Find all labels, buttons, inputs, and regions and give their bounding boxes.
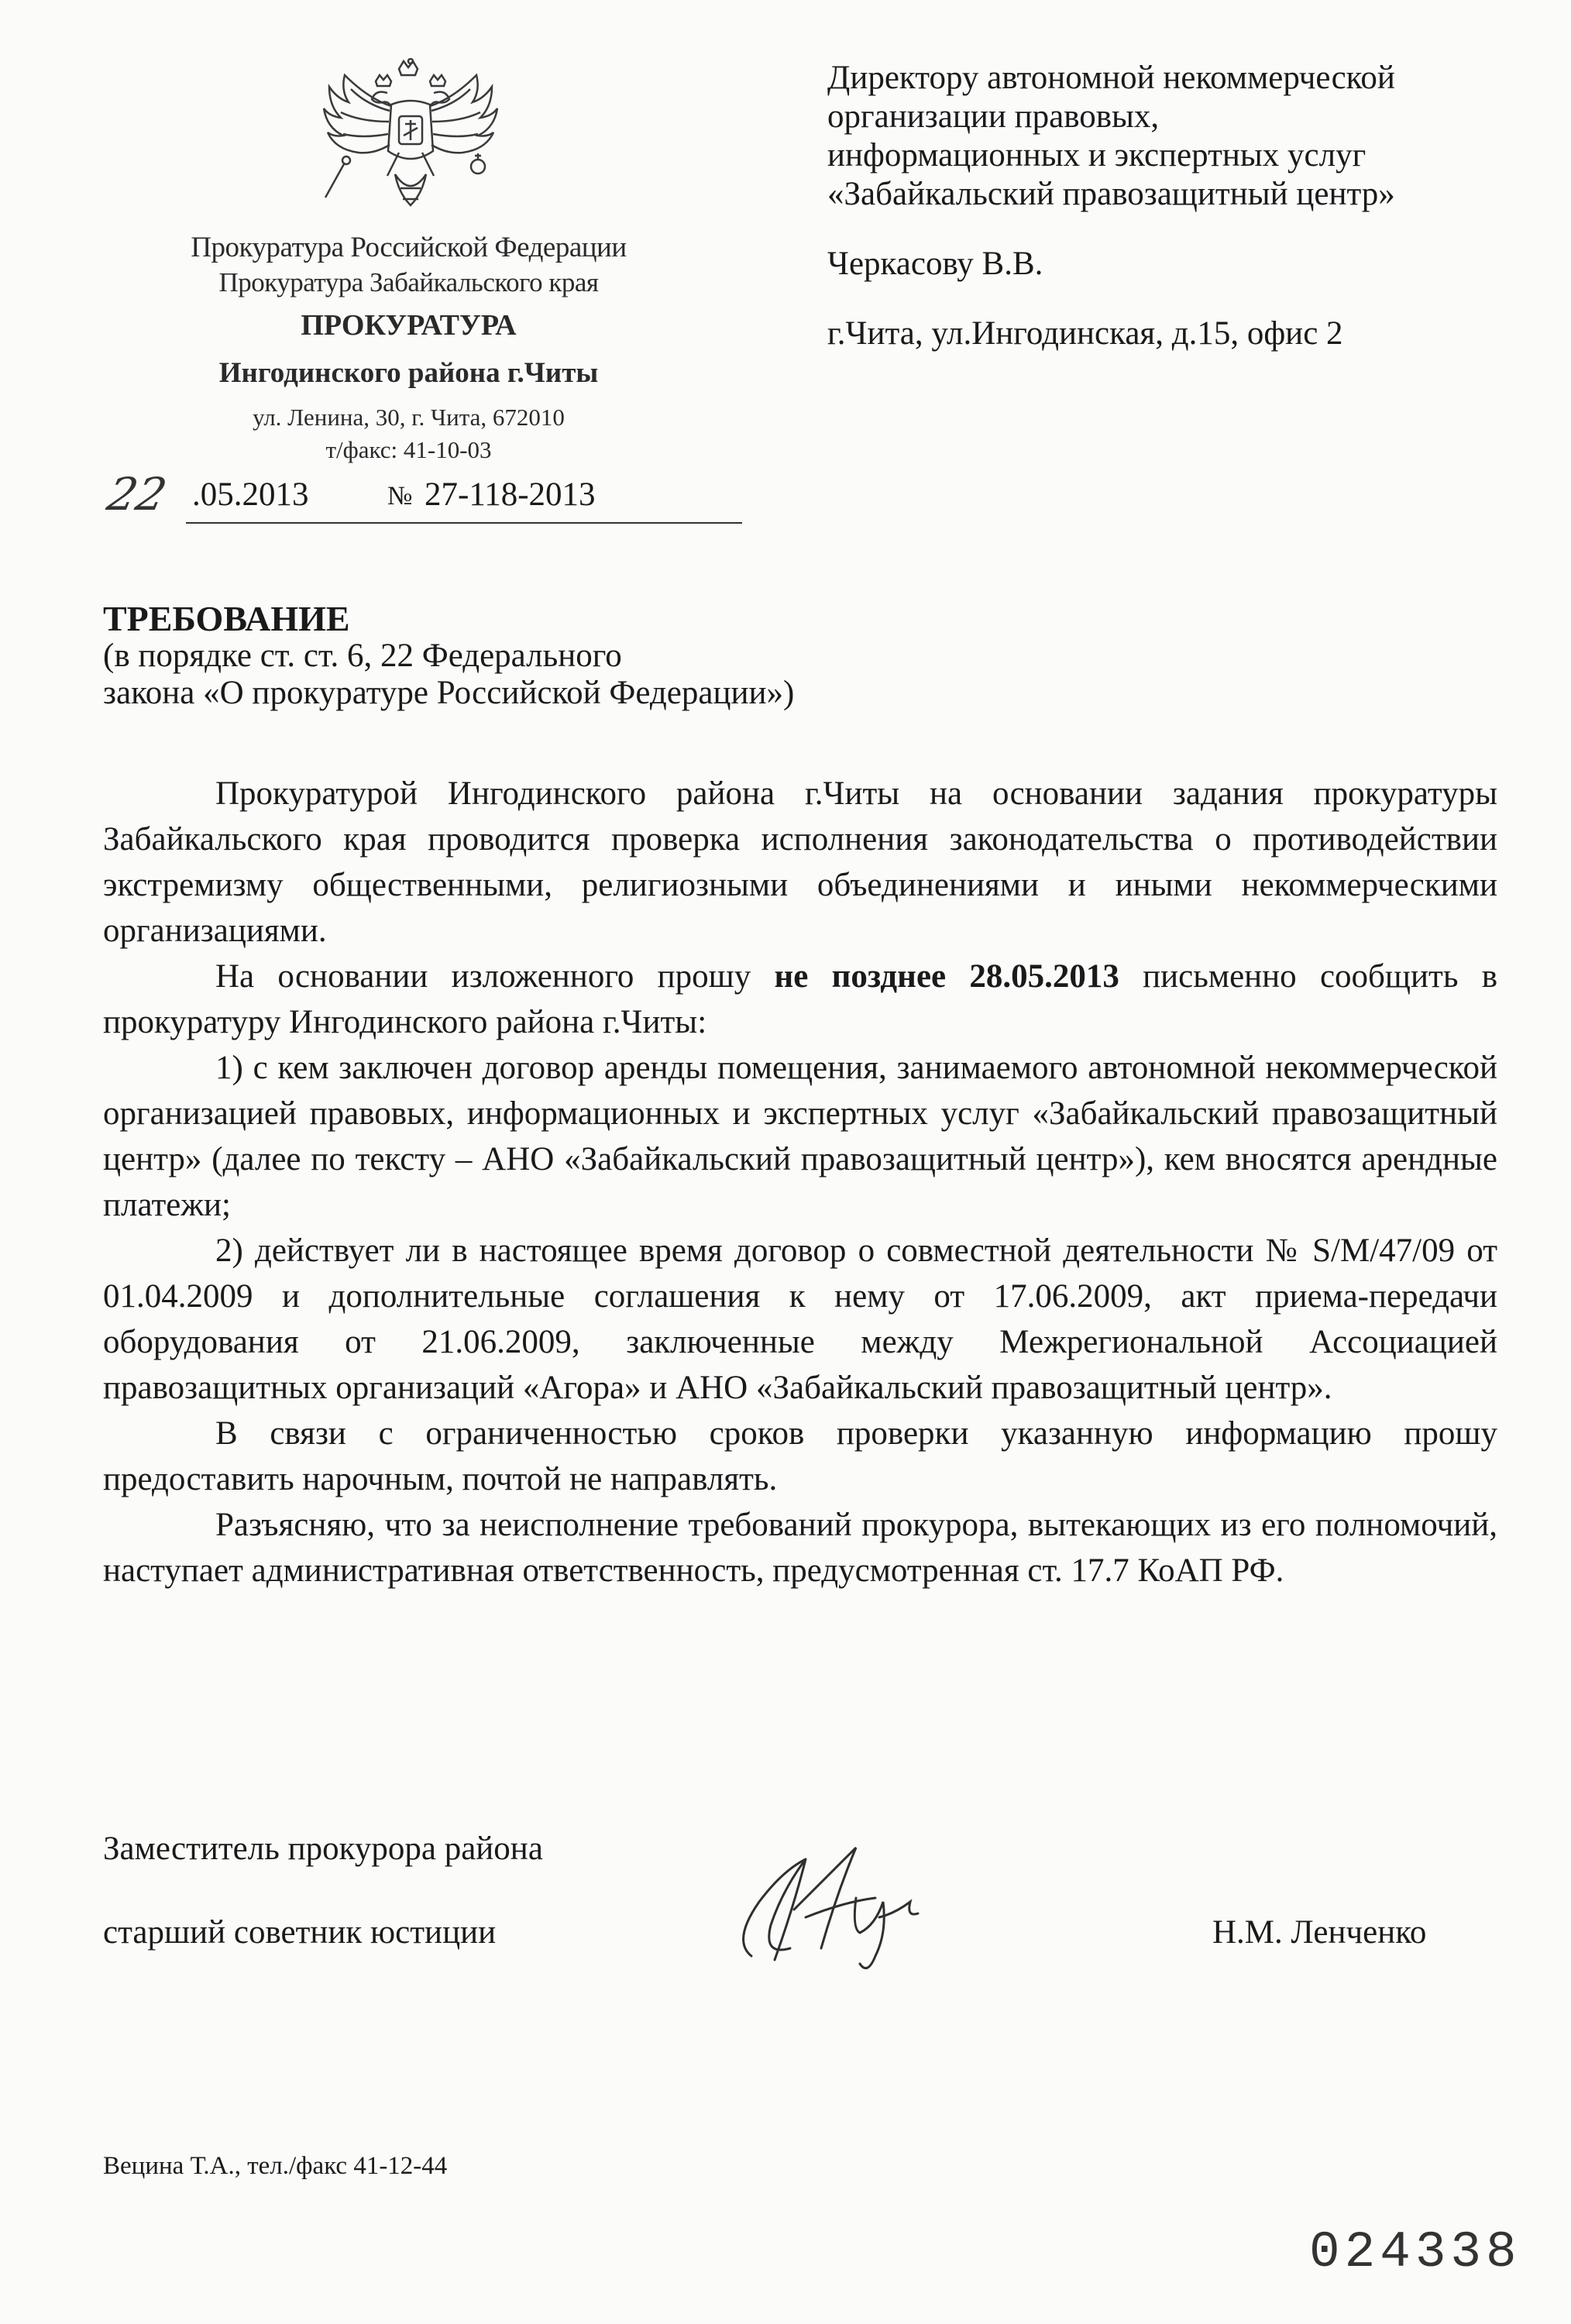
addressee-line: Директору автономной некоммерческой (827, 60, 1395, 96)
document-title-basis: закона «О прокуратуре Российской Федерации») (103, 675, 795, 711)
number-underline (418, 522, 742, 524)
body-paragraph: Разъясняю, что за неисполнение требований прокурора, вытекающих из его полномочий, наступает административная ответственность, предусмотренная ст. 17.7 КоАП РФ. (103, 1507, 1497, 1589)
body-paragraph: 1) с кем заключен договор аренды помещения, занимаемого автономной некоммерческой организацией правовых, информационных и экспертных услуг «Забайкальский правозащитный центр» (далее по тексту – АНО «Забайкальский правозащитный центр»), кем вносятся арендные платежи; (103, 1050, 1497, 1223)
addressee-block (827, 59, 1548, 353)
registration-row (101, 468, 643, 527)
letterhead-address: ул. Ленина, 30, г. Чита, 672010 (253, 404, 565, 431)
document-body (103, 771, 1497, 1593)
addressee-line: организации правовых, (827, 98, 1160, 135)
signer-name: Н.М. Ленченко (1212, 1914, 1427, 1951)
registration-day-handwritten: 22 (102, 468, 172, 521)
letterhead-org-title: ПРОКУРАТУРА (301, 309, 517, 342)
letterhead-org-federal: Прокуратура Российской Федерации (191, 232, 627, 263)
addressee-line: информационных и экспертных услуг (827, 137, 1366, 174)
letterhead-fax: т/факс: 41-10-03 (325, 436, 492, 463)
executor-contact: Вецина Т.А., тел./факс 41-12-44 (103, 2152, 448, 2180)
body-paragraph (103, 954, 1497, 1045)
document-serial-number: 024338 (1309, 2223, 1521, 2281)
coat-of-arms-emblem (314, 58, 507, 232)
letterhead-org-regional: Прокуратура Забайкальского края (218, 267, 599, 297)
addressee-name: Черкасову В.В. (827, 246, 1043, 282)
deadline-date: не позднее 28.05.2013 (774, 958, 1119, 995)
body-paragraph: 2) действует ли в настоящее время договор о совместной деятельности № S/M/47/09 от 01.04.2009 и дополнительные соглашения к нему от 17.06.2009, акт приема-передачи оборудования от 21.06.2009, заключенные между Межрегиональной Ассоциацией правозащитных организаций «Агора» и АНО «Забайкальский правозащитный центр». (103, 1232, 1497, 1406)
registration-date: .05.2013 (192, 476, 309, 513)
addressee-line: «Забайкальский правозащитный центр» (827, 176, 1395, 212)
addressee-address: г.Чита, ул.Ингодинская, д.15, офис 2 (827, 315, 1343, 352)
signer-position: Заместитель прокурора района (103, 1831, 543, 1867)
signer-rank: старший советник юстиции (103, 1914, 497, 1951)
document-title: ТРЕБОВАНИЕ (103, 599, 350, 638)
handwritten-signature (720, 1824, 976, 1987)
document-title-basis: (в порядке ст. ст. 6, 22 Федерального (103, 638, 622, 674)
number-sign: № (387, 482, 413, 511)
document-title-block (103, 600, 955, 712)
letterhead-org-district: Ингодинского района г.Читы (218, 357, 599, 389)
body-text-run: письменно сообщить в прокуратуру Ингодинского района г.Читы: (103, 958, 1497, 1040)
body-paragraph: В связи с ограниченностью сроков проверки указанную информацию прошу предоставить нарочным, почтой не направлять. (103, 1415, 1497, 1497)
registration-number: 27-118-2013 (425, 476, 596, 513)
body-text-run: На основании изложенного прошу (215, 958, 775, 995)
body-paragraph: Прокуратурой Ингодинского района г.Читы на основании задания прокуратуры Забайкальского края проводится проверка исполнения законодательства о противодействии экстремизму общественными, религиозными объединениями и иными некоммерческими организациями. (103, 775, 1497, 949)
